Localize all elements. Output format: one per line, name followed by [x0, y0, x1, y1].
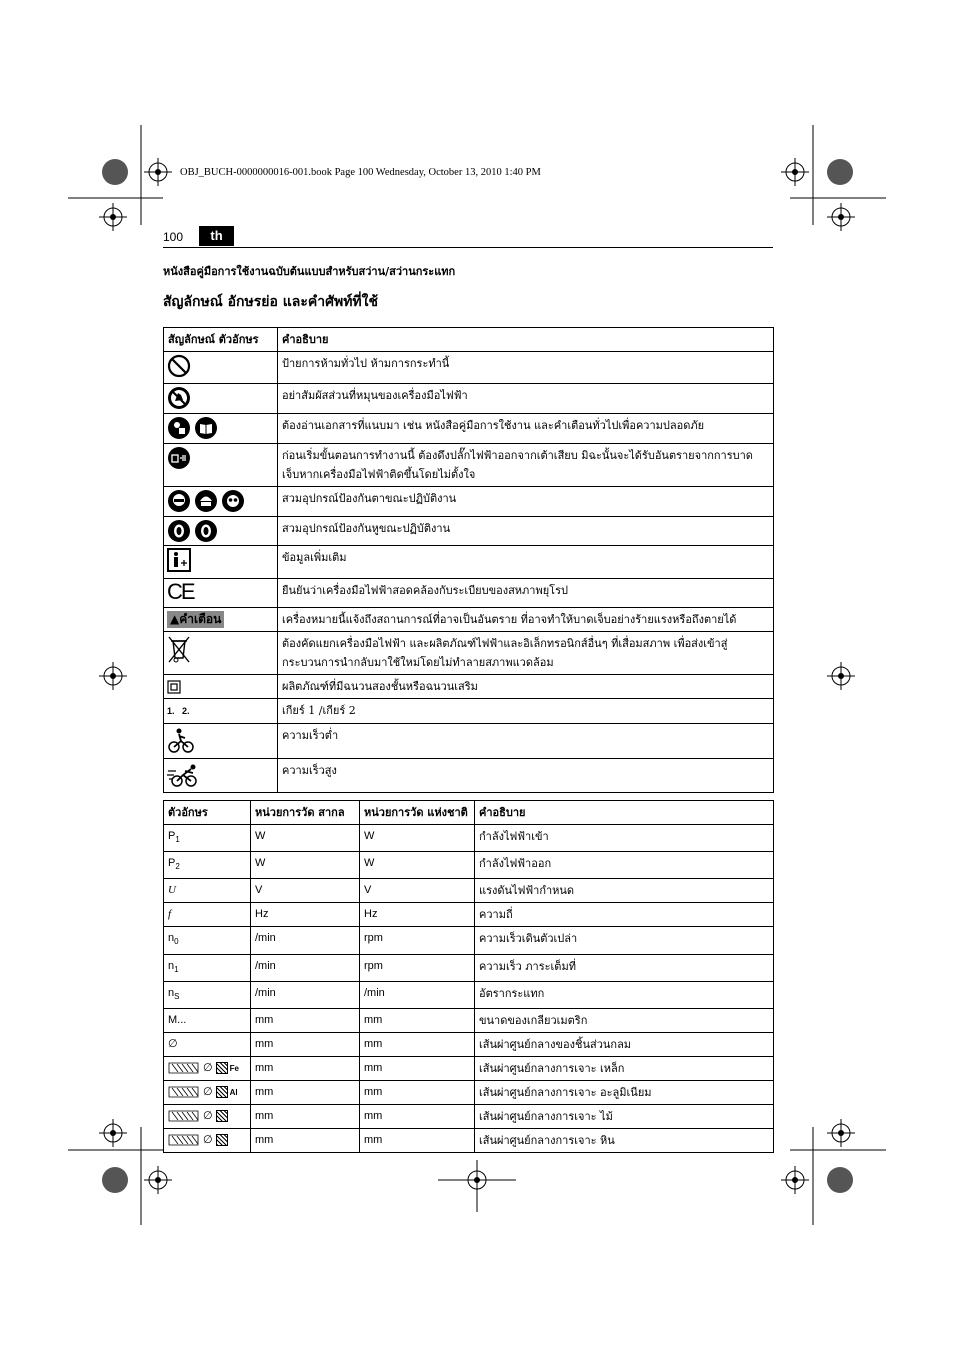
header-description: คำอธิบาย [278, 328, 774, 352]
symbol-subscript: 0 [174, 937, 179, 947]
description: สวมอุปกรณ์ป้องกันหูขณะปฏิบัติงาน [278, 517, 774, 546]
description: เครื่องหมายนี้แจ้งถึงสถานการณ์ที่อาจเป็นอันตราย ที่อาจทำให้บาดเจ็บอย่างร้ายแรงหรือถึงตายได้ [278, 608, 774, 632]
table-row [164, 879, 774, 903]
description-cell: แรงดันไฟฟ้ากำหนด [475, 879, 774, 903]
warning-triangle-icon: ▲ [170, 612, 180, 626]
description: ความเร็วต่ำ [278, 724, 774, 759]
low-speed-bike-icon [167, 726, 195, 754]
description-cell: กำลังไฟฟ้าเข้า [475, 825, 774, 852]
symbol-text: M... [168, 1013, 187, 1026]
table-row [164, 1032, 774, 1056]
si-unit-cell: mm [251, 1104, 360, 1128]
material-label: Fe [229, 1063, 239, 1073]
table-row [164, 1104, 774, 1128]
manual-book-icon [194, 416, 218, 440]
symbol-text: ∅ [203, 1109, 213, 1122]
safety-goggles-icon [221, 489, 245, 513]
material-icon [216, 1110, 228, 1122]
table-row [164, 517, 774, 546]
table-row [164, 981, 774, 1008]
table-row [164, 579, 774, 608]
table-row [164, 927, 774, 954]
material-label: Al [229, 1087, 238, 1097]
symbol-cell [164, 981, 251, 1008]
table-row [164, 384, 774, 414]
drill-bit-icon [168, 1062, 200, 1074]
si-unit-cell: mm [251, 1008, 360, 1032]
eye-protection-icon [167, 489, 191, 513]
symbol-cell [164, 1032, 251, 1056]
description: ต้องคัดแยกเครื่องมือไฟฟ้า และผลิตภัณฑ์ไฟฟ้าและอิเล็กทรอนิกส์อื่นๆ ที่เสื่อมสภาพ เพื่อส่งเข้าสู่กระบวนการนำกลับมาใช้ใหม่โดยไม่ทำลายสภาพแวดล้อม [278, 632, 774, 675]
table-row [164, 632, 774, 675]
description: ป้ายการห้ามทั่วไป ห้ามการกระทำนี้ [278, 352, 774, 384]
description: ยืนยันว่าเครื่องมือไฟฟ้าสอดคล้องกับระเบียบของสหภาพยุโรป [278, 579, 774, 608]
national-unit-cell: mm [360, 1032, 475, 1056]
table-row [164, 352, 774, 384]
table-row [164, 1056, 774, 1080]
symbol-subscript: 2 [175, 862, 180, 872]
si-unit-cell: /min [251, 981, 360, 1008]
drill-bit-icon [168, 1110, 200, 1122]
symbol-cell [164, 903, 251, 927]
symbol-text: n [168, 959, 175, 972]
description: ข้อมูลเพิ่มเติม [278, 546, 774, 579]
description-cell: เส้นผ่าศูนย์กลางการเจาะ เหล็ก [475, 1056, 774, 1080]
symbol-text: U [168, 884, 176, 897]
si-unit-cell: /min [251, 927, 360, 954]
si-unit-cell: V [251, 879, 360, 903]
header-symbol: ตัวอักษร [164, 801, 251, 825]
si-unit-cell: mm [251, 1128, 360, 1152]
header-national-unit: หน่วยการวัด แห่งชาติ [360, 801, 475, 825]
table-row [164, 546, 774, 579]
description: สวมอุปกรณ์ป้องกันตาขณะปฏิบัติงาน [278, 487, 774, 517]
do-not-touch-icon [167, 386, 191, 410]
si-unit-cell: mm [251, 1032, 360, 1056]
national-unit-cell: Hz [360, 903, 475, 927]
header-si-unit: หน่วยการวัด สากล [251, 801, 360, 825]
description-cell: เส้นผ่าศูนย์กลางการเจาะ อะลูมิเนียม [475, 1080, 774, 1104]
description-cell: เส้นผ่าศูนย์กลางการเจาะ หิน [475, 1128, 774, 1152]
info-icon [167, 548, 191, 572]
symbol-text: P [168, 857, 176, 870]
description-cell: ความถี่ [475, 903, 774, 927]
material-icon [216, 1134, 228, 1146]
table-row [164, 1128, 774, 1152]
header-description: คำอธิบาย [475, 801, 774, 825]
description: ต้องอ่านเอกสารที่แนบมา เช่น หนังสือคู่มือการใช้งาน และคำเตือนทั่วไปเพื่อความปลอดภัย [278, 414, 774, 444]
symbol-subscript: S [174, 991, 180, 1001]
description-cell: เส้นผ่าศูนย์กลางการเจาะ ไม้ [475, 1104, 774, 1128]
si-unit-cell: Hz [251, 903, 360, 927]
symbol-cell [164, 1056, 251, 1080]
face-shield-icon [194, 489, 218, 513]
table-row [164, 675, 774, 699]
symbol-text: ∅ [203, 1061, 213, 1074]
table-row [164, 852, 774, 879]
description-cell: เส้นผ่าศูนย์กลางของชิ้นส่วนกลม [475, 1032, 774, 1056]
national-unit-cell: mm [360, 1056, 475, 1080]
symbol-cell [164, 1104, 251, 1128]
book-header: OBJ_BUCH-0000000016-001.book Page 100 Wednesday, October 13, 2010 1:40 PM [180, 167, 541, 178]
table-row [164, 954, 774, 981]
unit-table [163, 800, 774, 1153]
table-row [164, 608, 774, 632]
symbol-subscript: 1 [174, 964, 179, 974]
drill-bit-icon [168, 1134, 200, 1146]
description: เกียร์ 1 /เกียร์ 2 [278, 699, 774, 724]
symbol-text: ∅ [203, 1133, 213, 1146]
description: ผลิตภัณฑ์ที่มีฉนวนสองชั้นหรือฉนวนเสริม [278, 675, 774, 699]
ear-protection-icon [167, 519, 191, 543]
si-unit-cell: /min [251, 954, 360, 981]
symbol-table [163, 327, 774, 793]
symbol-cell [164, 852, 251, 879]
symbol-text: ∅ [168, 1037, 178, 1050]
description-cell: อัตรากระแทก [475, 981, 774, 1008]
si-unit-cell: W [251, 825, 360, 852]
description: ความเร็วสูง [278, 759, 774, 793]
national-unit-cell: W [360, 825, 475, 852]
weee-bin-icon [167, 634, 191, 664]
symbol-text: n [168, 932, 175, 945]
warning-label: ▲คำเตือน [167, 611, 224, 628]
description-cell: กำลังไฟฟ้าออก [475, 852, 774, 879]
header-symbol: สัญลักษณ์ ตัวอักษร [164, 328, 278, 352]
table-row [164, 1008, 774, 1032]
language-tag: th [199, 226, 234, 246]
national-unit-cell: rpm [360, 927, 475, 954]
ce-mark: CE [167, 579, 194, 604]
national-unit-cell: W [360, 852, 475, 879]
symbol-cell [164, 1008, 251, 1032]
si-unit-cell: mm [251, 1056, 360, 1080]
description-cell: ขนาดของเกลียวเมตริก [475, 1008, 774, 1032]
table-row [164, 444, 774, 487]
gear-selector-icon: 1. 2. [167, 706, 190, 716]
symbol-text: P [168, 830, 176, 842]
symbol-cell [164, 879, 251, 903]
ear-protection-icon [194, 519, 218, 543]
high-speed-bike-icon [167, 761, 199, 789]
page-header [163, 226, 773, 248]
symbol-cell [164, 954, 251, 981]
table-row [164, 1080, 774, 1104]
national-unit-cell: V [360, 879, 475, 903]
symbol-cell [164, 927, 251, 954]
symbol-text: n [168, 986, 175, 999]
symbol-text: ∅ [203, 1085, 213, 1098]
national-unit-cell: mm [360, 1128, 475, 1152]
description: อย่าสัมผัสส่วนที่หมุนของเครื่องมือไฟฟ้า [278, 384, 774, 414]
table-row [164, 414, 774, 444]
double-insulation-icon [167, 680, 181, 694]
symbol-cell [164, 825, 251, 852]
symbol-subscript: 1 [175, 835, 180, 845]
table-row [164, 699, 774, 724]
unplug-icon [167, 446, 191, 470]
national-unit-cell: rpm [360, 954, 475, 981]
symbol-text: f [168, 908, 172, 921]
symbol-cell [164, 1080, 251, 1104]
national-unit-cell: mm [360, 1104, 475, 1128]
national-unit-cell: mm [360, 1080, 475, 1104]
description-cell: ความเร็ว ภาระเต็มที่ [475, 954, 774, 981]
table-row [164, 903, 774, 927]
read-manual-icon [167, 416, 191, 440]
material-icon [216, 1062, 228, 1074]
table-row [164, 724, 774, 759]
section-title: สัญลักษณ์ อักษรย่อ และคำศัพท์ที่ใช้ [163, 294, 378, 310]
table-row [164, 487, 774, 517]
prohibition-icon [167, 354, 191, 378]
unit-table-body [164, 825, 774, 1153]
si-unit-cell: mm [251, 1080, 360, 1104]
material-icon [216, 1086, 228, 1098]
symbol-cell [164, 1128, 251, 1152]
page-number: 100 [163, 230, 184, 244]
table-row [164, 825, 774, 852]
national-unit-cell: /min [360, 981, 475, 1008]
si-unit-cell: W [251, 852, 360, 879]
manual-subtitle: หนังสือคู่มือการใช้งานฉบับต้นแบบสำหรับสว่าน/สว่านกระแทก [163, 265, 456, 278]
description-cell: ความเร็วเดินตัวเปล่า [475, 927, 774, 954]
drill-bit-icon [168, 1086, 200, 1098]
national-unit-cell: mm [360, 1008, 475, 1032]
table-row [164, 759, 774, 793]
description: ก่อนเริ่มขั้นตอนการทำงานนี้ ต้องดึงปลั๊กไฟฟ้าออกจากเต้าเสียบ มิฉะนั้นจะได้รับอันตรายจากการบาดเจ็บหากเครื่องมือไฟฟ้าติดขึ้นโดยไม่ตั้งใจ [278, 444, 774, 487]
